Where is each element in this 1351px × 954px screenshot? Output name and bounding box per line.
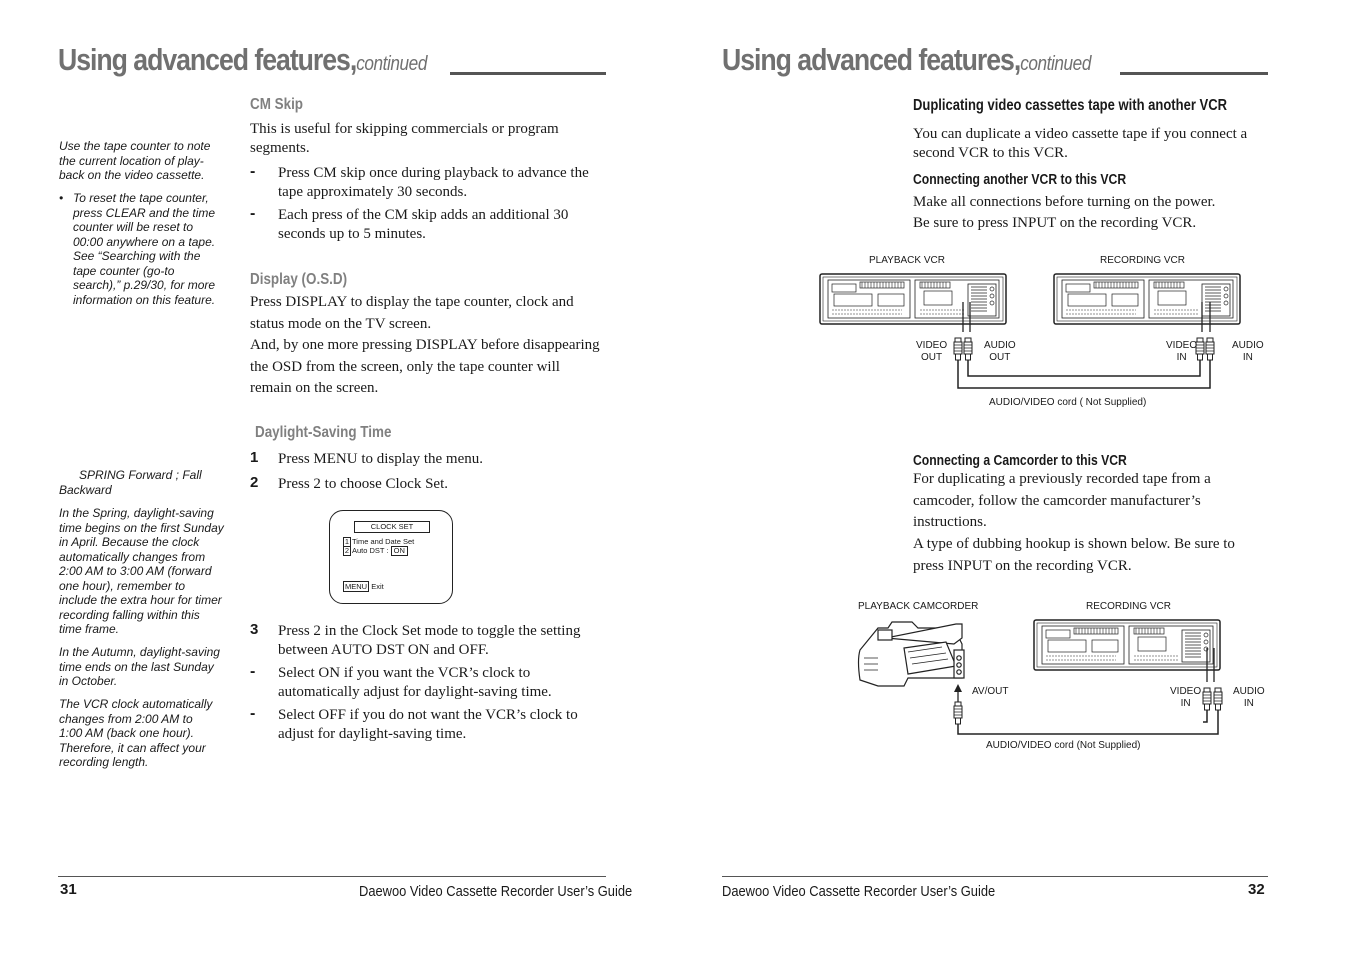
diagram2-audio-in: AUDIO IN [1233,686,1265,709]
diagram1-audio-in: AUDIO IN [1232,340,1264,363]
diagram1-cord-label: AUDIO/VIDEO cord ( Not Supplied) [989,397,1147,408]
dst-sub-bullet [250,663,578,701]
title-main: Using advanced features, [722,42,1021,77]
page-number: 32 [1248,881,1265,898]
playback-vcr-illustration [820,274,1006,324]
dst-step-2-text: Press 2 to choose Clock Set. [278,476,448,492]
right-page [676,0,1351,954]
bullet-icon: • [59,191,64,205]
left-page [0,0,675,954]
title-continued: continued [1020,53,1091,75]
cm-skip-bullet [250,205,588,243]
step-number: 1 [250,449,259,466]
diagram-vcr-to-vcr [816,272,1276,394]
step-number: 2 [250,474,259,491]
connect-vcr-line-2: Be sure to press INPUT on the recording VCR. [913,215,1197,231]
diagram2-av-out: AV/OUT [972,686,1009,697]
page-title [722,42,1091,78]
osd-item-label: Auto DST : [352,546,389,555]
duplicating-intro: You can duplicate a video cassette tape if you connect a second VCR to this VCR. [913,126,1248,161]
duplicating-heading: Duplicating video cassettes tape with another VCR [913,97,1228,114]
sidebar-note-reset-text: To reset the tape counter, press CLEAR and the time counter will be reset to 00:00 anywhere on a tape. See “Searching with the tape counter (go-to search),” p.29/30, for more information on this feature. [73,191,216,307]
dst-heading: Daylight-Saving Time [255,424,392,441]
osd-title: CLOCK SET [354,521,430,533]
footer-rule [722,876,1268,877]
osd-item-value: ON [391,546,408,556]
step-number: 3 [250,621,259,638]
av-cord [958,360,1210,388]
sidebar-note-tape-counter: Use the tape counter to note the current location of play-back on the video cassette. [59,139,211,182]
page-title [58,42,427,78]
title-main: Using advanced features, [58,42,357,77]
dst-sub-bullet [250,705,578,743]
sidebar-autumn-text: In the Autumn, daylight-saving time ends on the last Sunday in October. [59,645,220,688]
connect-vcr-line-1: Make all connections before turning on the power. [913,194,1216,210]
cm-skip-intro: This is useful for skipping commercials or program segments. [250,121,559,156]
display-text-2: And, by one more pressing DISPLAY before disappearing the OSD from the screen, only the tape counter will remain on the screen. [250,337,600,396]
footer-rule [58,876,606,877]
diagram1-recording-label: RECORDING VCR [1100,255,1186,266]
cm-skip-bullet [250,163,598,201]
diagram1-audio-out: AUDIO OUT [984,340,1016,363]
osd-item-number: 2 [344,546,350,555]
dst-sub-bullet-text: Select OFF if you do not want the VCR’s clock to adjust for daylight-saving time. [278,707,578,742]
sidebar-spring-text: In the Spring, daylight-saving time begins on the first Sunday in April. Because the clock automatically changes from 2:00 AM to 3:00 AM (forward one hour), remember to include the extra hour for timer recording falling within this time frame. [59,506,224,636]
osd-item-label: Time and Date Set [352,537,415,546]
diagram2-video-in: VIDEO IN [1170,686,1202,709]
footer-text: Daewoo Video Cassette Recorder User’s Guide [359,883,633,900]
title-rule [450,72,606,75]
osd-item-number: 1 [344,537,350,546]
cm-skip-bullet-text: Press CM skip once during playback to advance the tape approximately 30 seconds. [278,165,589,200]
diagram2-playback-label: PLAYBACK CAMCORDER [858,601,979,612]
dst-step-1-text: Press MENU to display the menu. [278,451,483,467]
recording-vcr-illustration [1054,274,1240,324]
page-number: 31 [60,881,77,898]
title-continued: continued [356,53,427,75]
diagram1-video-in: VIDEO IN [1166,340,1198,363]
diagram2-cord-label: AUDIO/VIDEO cord (Not Supplied) [986,740,1141,751]
display-heading: Display (O.S.D) [250,271,348,288]
sidebar-vcr-clock-text: The VCR clock automatically changes from 2:00 AM to 1:00 AM (back one hour). Therefore, it can affect your recording length. [59,697,213,769]
osd-menu-key: MENU [345,582,368,591]
dash-icon: - [250,205,256,222]
diagram-camcorder-to-vcr [856,618,1256,740]
sidebar-note-reset [59,191,223,307]
dash-icon: - [250,663,256,680]
cm-skip-bullet-text: Each press of the CM skip adds an additional 30 seconds up to 5 minutes. [278,207,569,242]
sidebar-spring-heading: SPRING Forward ; Fall Backward [59,468,202,497]
osd-menu-exit [343,582,384,591]
display-text-1: Press DISPLAY to display the tape counter, clock and status mode on the TV screen. [250,294,574,332]
av-cord [958,710,1218,734]
osd-item-auto-dst [343,546,408,556]
dst-step-3 [250,621,598,659]
dash-icon: - [250,163,256,180]
dst-sub-bullet-text: Select ON if you want the VCR’s clock to automatically adjust for daylight-saving time. [278,665,552,700]
connect-cam-text-2: A type of dubbing hookup is shown below. Be sure to press INPUT on the recording VCR. [913,536,1235,574]
title-rule [1120,72,1268,75]
connect-cam-text-1: For duplicating a previously recorded tape from a camcoder, follow the camcorder manufacturer’s instructions. [913,471,1211,530]
connect-vcr-heading: Connecting another VCR to this VCR [913,172,1127,188]
recording-vcr-illustration [1034,620,1220,670]
diagram2-recording-label: RECORDING VCR [1086,601,1172,612]
dst-step-3-text: Press 2 in the Clock Set mode to toggle the setting between AUTO DST ON and OFF. [278,623,581,658]
diagram1-playback-label: PLAYBACK VCR [869,255,945,266]
dst-step-2 [250,474,598,494]
dash-icon: - [250,705,256,722]
connect-cam-heading: Connecting a Camcorder to this VCR [913,453,1127,469]
clock-set-osd-screen [329,510,453,604]
footer-text: Daewoo Video Cassette Recorder User’s Guide [722,883,996,900]
camcorder-illustration [859,622,965,686]
diagram1-video-out: VIDEO OUT [916,340,948,363]
osd-menu-label: Exit [371,582,384,591]
dst-step-1 [250,449,598,469]
cm-skip-heading: CM Skip [250,96,304,113]
